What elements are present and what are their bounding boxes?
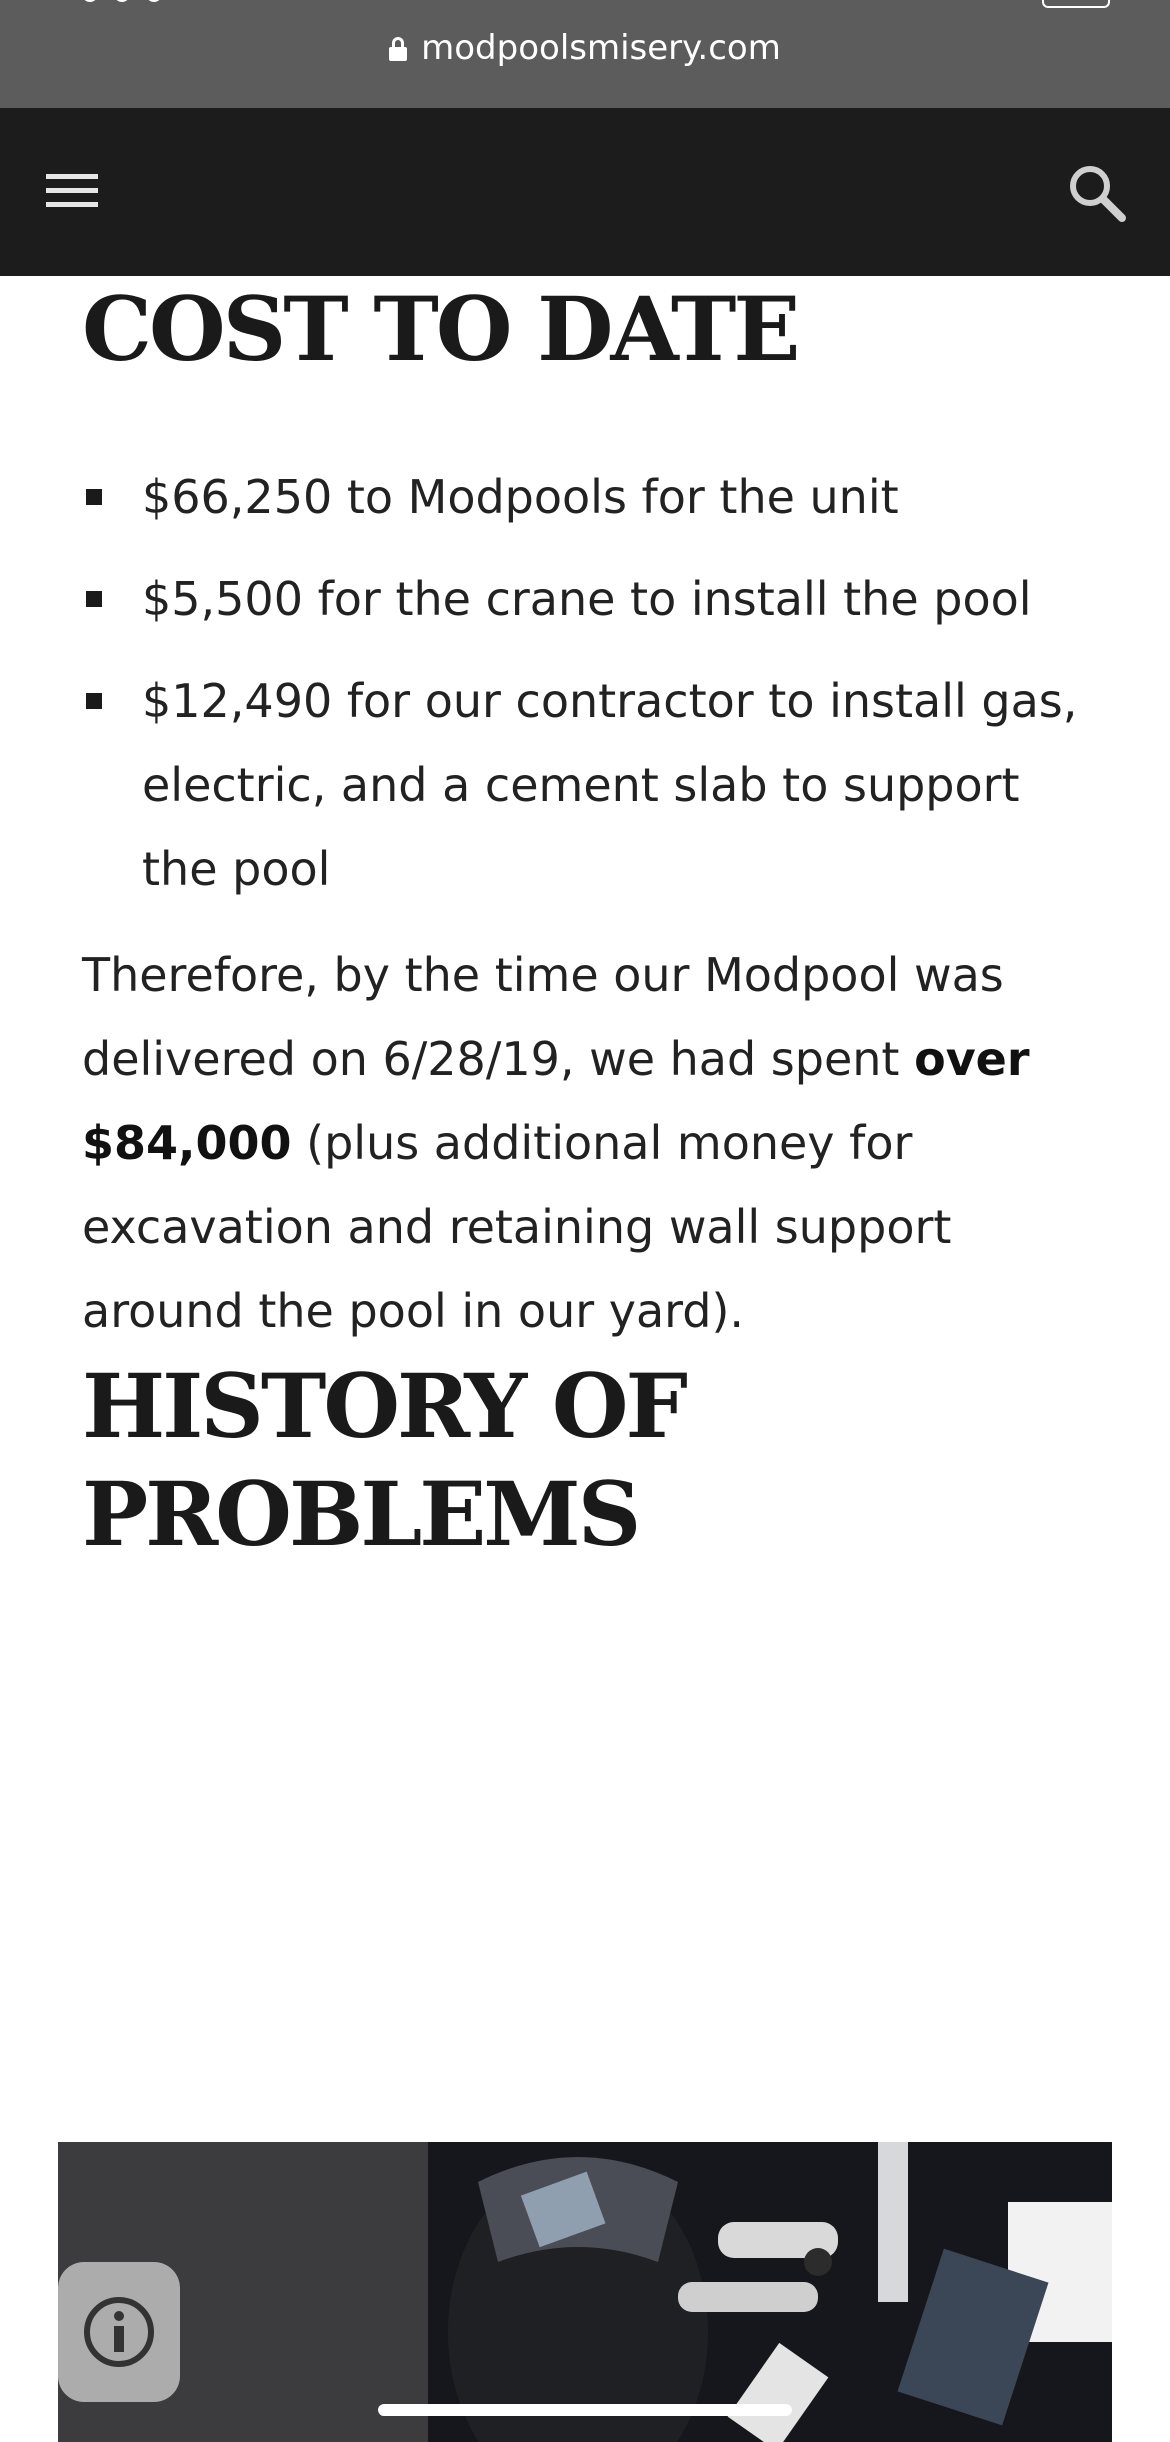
bullet-icon — [86, 489, 102, 505]
url-display[interactable] — [389, 28, 781, 68]
cost-list — [82, 455, 1092, 911]
list-item — [82, 455, 1092, 539]
summary-paragraph — [82, 933, 1092, 1353]
search-icon[interactable] — [1066, 162, 1128, 224]
battery-icon — [1042, 0, 1110, 8]
bullet-icon — [86, 693, 102, 709]
summary-text-end: (plus additional money for excavation and retaining wall support around the pool in our yard). — [82, 1116, 952, 1339]
browser-url-bar[interactable] — [0, 0, 1170, 108]
lock-icon — [389, 37, 407, 59]
list-item — [82, 659, 1092, 911]
bullet-icon — [86, 591, 102, 607]
summary-text-start: Therefore, by the time our Modpool was delivered on 6/28/19, we had spent — [82, 948, 1004, 1087]
list-item-text: $66,250 to Modpools for the unit — [142, 470, 899, 525]
status-bar-time — [82, 0, 182, 4]
list-item-text: $12,490 for our contractor to install gas, electric, and a cement slab to support the pool — [142, 674, 1078, 897]
summary-total: over $84,000 — [82, 1032, 1030, 1171]
url-text: modpoolsmisery.com — [421, 28, 781, 68]
info-icon[interactable] — [58, 2262, 180, 2402]
article-content — [82, 276, 1092, 1568]
list-item — [82, 557, 1092, 641]
hamburger-menu-icon[interactable] — [42, 170, 102, 214]
cost-to-date-heading: COST TO DATE — [82, 277, 798, 381]
home-indicator[interactable] — [378, 2404, 792, 2416]
history-of-problems-heading: HISTORY OF PROBLEMS — [82, 1354, 686, 1566]
pool-equipment-photo — [58, 2142, 1112, 2442]
site-header — [0, 108, 1170, 276]
list-item-text: $5,500 for the crane to install the pool — [142, 572, 1032, 627]
